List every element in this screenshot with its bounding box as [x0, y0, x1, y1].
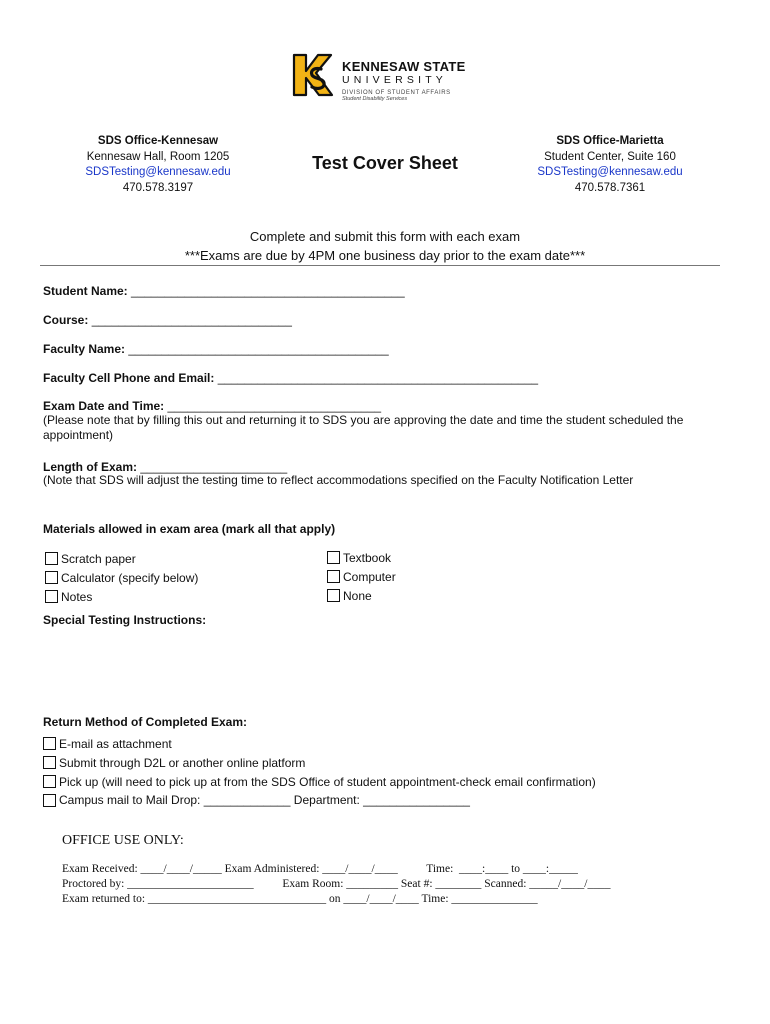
office-use-line-3[interactable]: Exam returned to: _______________________________ on ____/____/____ Time: _______________: [62, 893, 538, 905]
checkbox[interactable]: [327, 570, 340, 583]
special-instructions-heading: [43, 613, 206, 627]
materials-heading-text: Materials allowed in exam area (mark all that apply): [43, 522, 336, 536]
option-label: E-mail as attachment: [59, 736, 172, 751]
logo-line-4: Student Disability Services: [342, 95, 408, 102]
checkbox[interactable]: [327, 589, 340, 602]
field-blank[interactable]: ______________________________: [91, 313, 292, 327]
field-blank[interactable]: _______________________________________: [128, 342, 389, 356]
option-label: Pick up (will need to pick up at from the SDS Office of student appointment-check email confirmation): [59, 774, 596, 789]
divider: [40, 265, 720, 266]
checkbox[interactable]: [45, 571, 58, 584]
office-location: Kennesaw Hall, Room 1205: [86, 150, 230, 163]
office-email-link[interactable]: SDSTesting@kennesaw.edu: [537, 166, 683, 178]
option-label: None: [343, 588, 372, 603]
materials-option-computer[interactable]: [327, 567, 396, 586]
checkbox[interactable]: [45, 552, 58, 565]
faculty-name-field[interactable]: [43, 342, 389, 356]
field-blank[interactable]: ________________________________: [167, 399, 382, 413]
field-label: Course:: [43, 313, 89, 327]
checkbox[interactable]: [327, 551, 340, 564]
field-blank[interactable]: _________________________________________: [131, 284, 405, 298]
materials-option-calculator[interactable]: [45, 568, 198, 587]
materials-option-none[interactable]: [327, 586, 396, 605]
option-label: Textbook: [343, 550, 392, 565]
office-use-title: OFFICE USE ONLY:: [62, 833, 184, 848]
materials-right-column: [327, 548, 396, 604]
materials-heading: [43, 522, 335, 536]
logo-line-3: DIVISION OF STUDENT AFFAIRS: [342, 89, 451, 96]
special-instructions-heading-text: Special Testing Instructions:: [43, 613, 207, 627]
return-option-email[interactable]: [43, 734, 596, 753]
office-phone: 470.578.7361: [574, 181, 646, 194]
checkbox[interactable]: [43, 737, 56, 750]
field-blank[interactable]: ________________________________________________: [217, 371, 539, 385]
length-field[interactable]: [43, 460, 287, 474]
option-label: Calculator (specify below): [61, 570, 199, 585]
option-label: Campus mail to Mail Drop: _____________ Department: ________________: [59, 793, 470, 808]
return-option-campus-mail[interactable]: [43, 790, 596, 809]
office-title: SDS Office-Kennesaw: [97, 135, 219, 147]
return-method-options: [43, 734, 596, 809]
logo-line-1: KENNESAW STATE: [342, 59, 466, 74]
student-name-field[interactable]: [43, 284, 405, 298]
faculty-contact-field[interactable]: [43, 371, 538, 385]
materials-option-scratch-paper[interactable]: [45, 549, 198, 568]
exam-date-note: (Please note that by filling this out and returning it to SDS you are approving the date and time the student scheduled the appointment): [43, 413, 684, 442]
office-title: SDS Office-Marietta: [556, 135, 664, 147]
return-method-heading: [43, 715, 247, 729]
checkbox[interactable]: [45, 590, 58, 603]
logo-line-2: UNIVERSITY: [342, 74, 448, 86]
instructions-line-2: ***Exams are due by 4PM one business day prior to the exam date***: [184, 248, 586, 263]
option-label: Computer: [343, 569, 396, 584]
field-blank[interactable]: ______________________: [140, 460, 288, 474]
field-label: Faculty Cell Phone and Email:: [43, 371, 215, 385]
option-label: Scratch paper: [61, 551, 136, 566]
office-use-line-1[interactable]: Exam Received: ____/____/_____ Exam Administered: ____/____/____ Time: ____:____ to ____:_____: [62, 863, 578, 875]
field-label: Faculty Name:: [43, 342, 126, 356]
length-note: (Note that SDS will adjust the testing time to reflect accommodations specified on the Faculty Notification Letter: [43, 473, 634, 487]
checkbox[interactable]: [43, 756, 56, 769]
instructions-line-1: Complete and submit this form with each exam: [249, 229, 521, 244]
materials-option-textbook[interactable]: [327, 548, 396, 567]
ksu-logo-text: [342, 60, 466, 102]
exam-date-field[interactable]: [43, 399, 381, 413]
office-location: Student Center, Suite 160: [544, 150, 676, 163]
office-email-link[interactable]: SDSTesting@kennesaw.edu: [85, 166, 231, 178]
field-label: Student Name:: [43, 284, 128, 298]
option-label: Submit through D2L or another online platform: [59, 755, 306, 770]
office-marietta-block: [510, 134, 710, 196]
return-option-d2l[interactable]: [43, 753, 596, 772]
checkbox[interactable]: [43, 775, 56, 788]
office-kennesaw-block: [58, 134, 258, 196]
materials-left-column: [45, 549, 198, 605]
instructions: [40, 227, 730, 265]
ksu-logo-mark-icon: [290, 52, 334, 98]
return-method-heading-text: Return Method of Completed Exam:: [43, 715, 248, 729]
field-label: Exam Date and Time:: [43, 399, 165, 413]
office-use-line-2[interactable]: Proctored by: ______________________ Exam Room: _________ Seat #: ________ Scanned: _____/____/____: [62, 878, 611, 890]
page-title: Test Cover Sheet: [312, 153, 458, 173]
materials-option-notes[interactable]: [45, 587, 198, 606]
field-label: Length of Exam:: [43, 460, 138, 474]
option-label: Notes: [61, 589, 93, 604]
checkbox[interactable]: [43, 794, 56, 807]
return-option-pickup[interactable]: [43, 772, 596, 791]
office-phone: 470.578.3197: [122, 181, 194, 194]
course-field[interactable]: [43, 313, 292, 327]
